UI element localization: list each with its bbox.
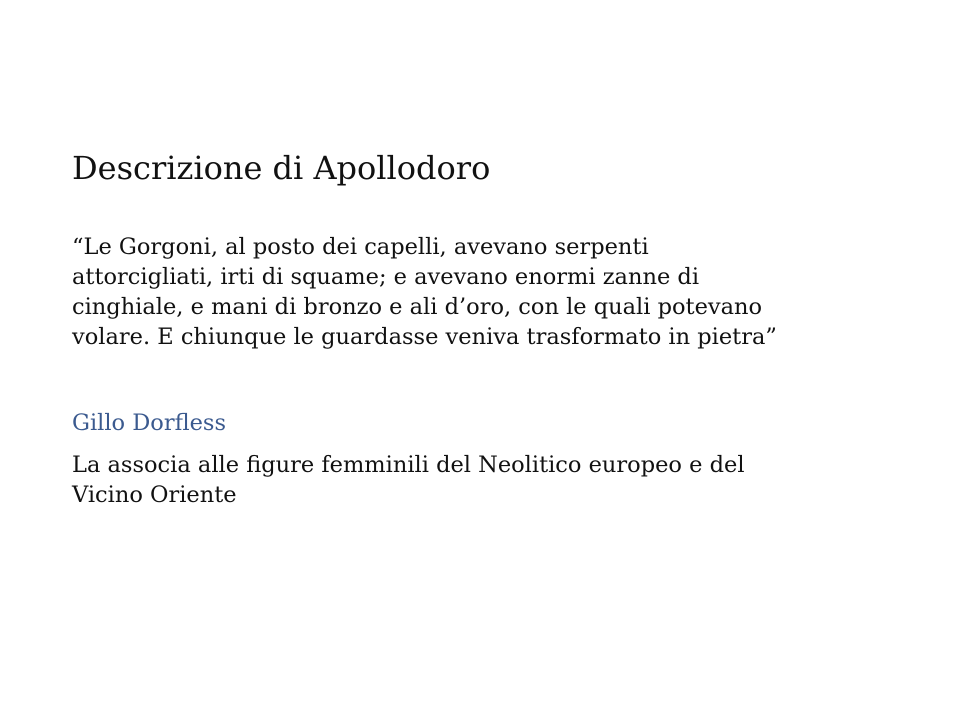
- author-note-line: La associa alle figure femminili del Neolitico europeo e del: [72, 452, 745, 478]
- author-name: Gillo Dorfless: [72, 410, 227, 436]
- author-note-line: Vicino Oriente: [72, 482, 237, 508]
- quote-line: cinghiale, e mani di bronzo e ali d’oro, con le quali potevano: [72, 294, 763, 320]
- quote-line: “Le Gorgoni, al posto dei capelli, avevano serpenti: [72, 234, 649, 260]
- slide-title: Descrizione di Apollodoro: [72, 149, 491, 187]
- quote-line: attorcigliati, irti di squame; e avevano enormi zanne di: [72, 264, 700, 290]
- author-note: [72, 450, 892, 510]
- apollodoro-quote: [72, 232, 892, 352]
- quote-line: volare. E chiunque le guardasse veniva trasformato in pietra”: [72, 324, 777, 350]
